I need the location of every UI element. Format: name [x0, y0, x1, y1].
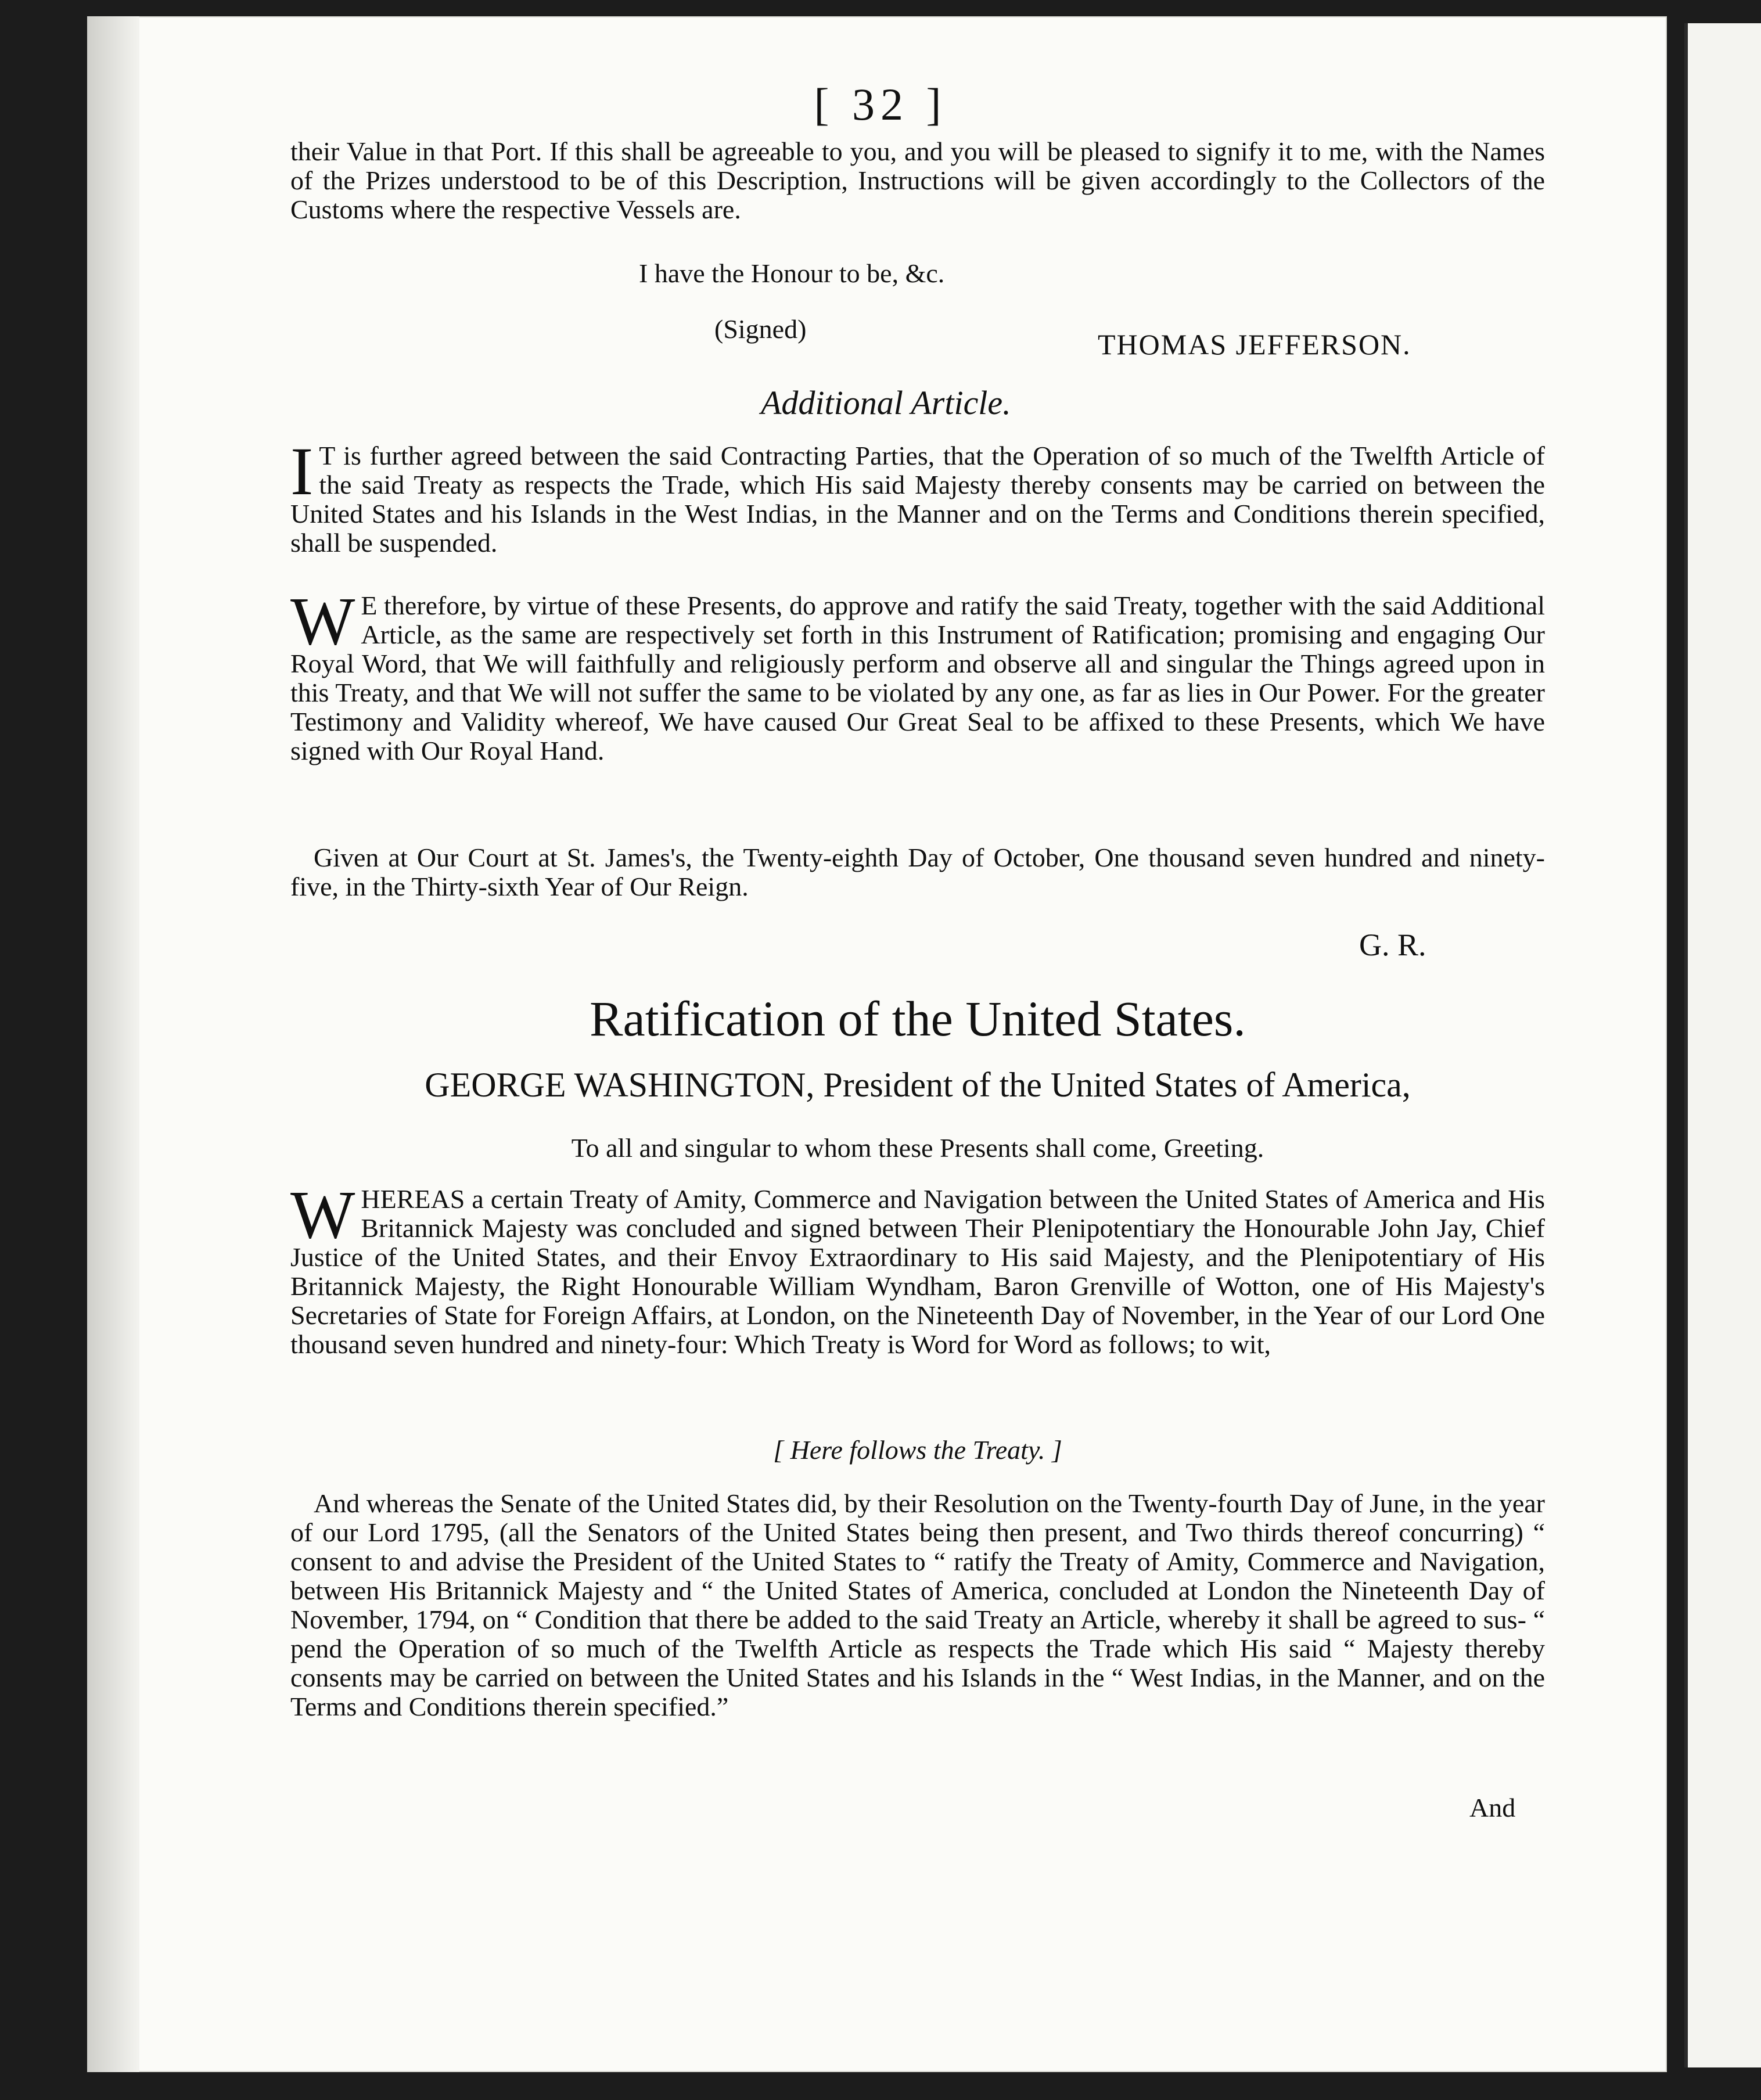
ratify-paragraph-text: E therefore, by virtue of these Presents, do approve and ratify the said Treaty, together with the said Additional Article, as the same are respectively set forth in this Instrument of Ratification; promising and engaging Our Royal Word, that We will faithfully and religiously perform and observe all and singular the Things agreed upon in this Treaty, and that We will not suffer the same to be violated by any one, as far as lies in Our Power. For the greater Testimony and Validity whereof, We have caused Our Great Seal to be affixed to these Presents, which We have signed with Our Royal Hand. [290, 591, 1545, 765]
royal-signature: G. R. [1359, 927, 1426, 962]
signed-label: (Signed) [714, 314, 807, 344]
dropcap-w: W [290, 583, 355, 659]
signer-name: THOMAS JEFFERSON. [1098, 328, 1411, 361]
whereas-paragraph-text: HEREAS a certain Treaty of Amity, Commerce and Navigation between the United States of America and His Britannick Majesty was concluded and signed between Their Plenipotentiary the Honourable John Jay, Chief Justice of the United States, and their Envoy Extraordinary to His said Majesty, and the Plenipotentiary of His Britannick Majesty, the Right Honourable William Wyndham, Baron Grenville of Wotton, one of His Majesty's Secretaries of State for Foreign Affairs, at London, on the Nineteenth Day of November, in the Year of our Lord One thousand seven hundred and ninety-four: Which Treaty is Word for Word as follows; to wit, [290, 1184, 1545, 1359]
opening-paragraph [290, 137, 1545, 224]
closing-honour: I have the Honour to be, &c. [639, 258, 945, 288]
president-line: GEORGE WASHINGTON, President of the United States of America, [425, 1066, 1411, 1104]
given-at-text: Given at Our Court at St. James's, the Twenty-eighth Day of October, One thousand seven hundred and ninety-five, in the Thirty-sixth Year of Our Reign. [290, 843, 1545, 901]
additional-article-heading: Additional Article. [761, 384, 1011, 422]
opening-paragraph-text: their Value in that Port. If this shall be agreeable to you, and you will be pleased to signify it to me, with the Names of the Prizes understood to be of this Description, Instructions will be given accordingly to the Collectors of the Customs where the respective Vessels are. [290, 136, 1545, 224]
facing-page-edge [1684, 23, 1761, 2067]
catchword: And [1469, 1793, 1516, 1822]
given-at-paragraph [290, 843, 1545, 901]
dropcap-i: I [290, 433, 314, 509]
page-number: [ 32 ] [814, 79, 947, 130]
ratification-heading: Ratification of the United States. [590, 991, 1246, 1047]
treaty-note: [ Here follows the Treaty. ] [773, 1435, 1062, 1465]
greeting-line: To all and singular to whom these Presents shall come, Greeting. [571, 1133, 1264, 1163]
dropcap-w-whereas: W [290, 1177, 355, 1253]
ratify-paragraph [290, 583, 1545, 765]
whereas-paragraph [290, 1177, 1545, 1359]
senate-paragraph [290, 1489, 1545, 1721]
additional-article-paragraph [290, 433, 1545, 558]
additional-article-text: T is further agreed between the said Contracting Parties, that the Operation of so much of the Twelfth Article of the said Treaty as respects the Trade, which His said Majesty thereby consents may be carried on between the United States and his Islands in the West Indias, in the Manner and on the Terms and Conditions therein specified, shall be suspended. [290, 441, 1545, 558]
senate-paragraph-text: And whereas the Senate of the United States did, by their Resolution on the Twenty-fourth Day of June, in the year of our Lord 1795, (all the Senators of the United States being then present, and Two thirds thereof concurring) “ consent to and advise the President of the United States to “ ratify the Treaty of Amity, Commerce and Navigation, between His Britannick Majesty and “ the United States of America, concluded at London the Nineteenth Day of November, 1794, on “ Condition that there be added to the said Treaty an Article, whereby it shall be agreed to sus- “ pend the Operation of so much of the Twelfth Article as respects the Trade which His said “ Majesty thereby consents may be carried on between the United States and his Islands in the “ West Indias, in the Manner, and on the Terms and Conditions therein specified.” [290, 1488, 1545, 1721]
gutter-shadow [87, 16, 139, 2072]
